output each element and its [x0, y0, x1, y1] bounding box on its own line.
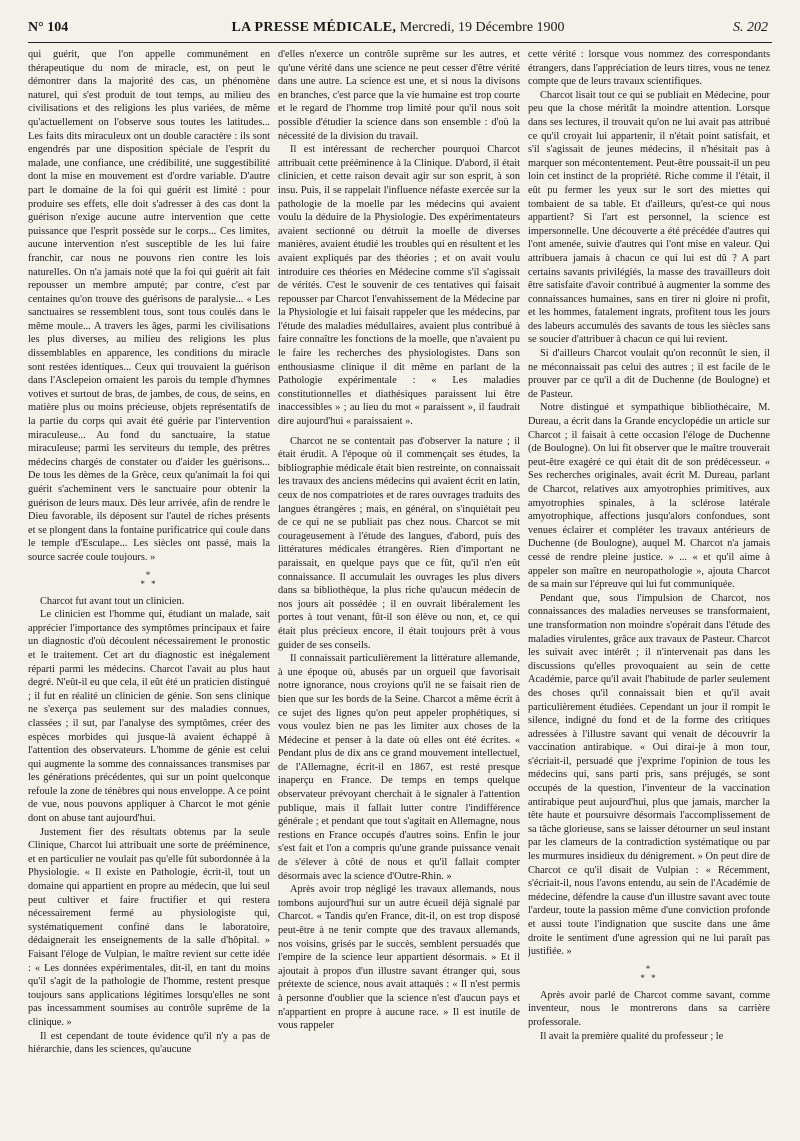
paragraph: Après avoir trop négligé les travaux allemands, nous tombons aujourd'hui sur un autre écueil déjà signalé par Charcot. « Tandis qu'en France, dit-il, on est trop disposé peut-être à ne tenir compte que des travaux allemands, nos voisins, grisés par le succès, semblent persuadés que l'empire de la science leur appartient désormais. » Et il ajoutait à propos d'un illustre savant étranger qui, sous prétexte de science, nous avait attaqués : « Il n'est permis à personne d'oublier que la science n'est d'aucun pays et n'appartient en propre à aucune race. » Il est inutile de vous rappeler [278, 884, 520, 1032]
issue-number: N° 104 [28, 20, 69, 35]
paragraph: Le clinicien est l'homme qui, étudiant un malade, sait apprécier l'importance des symptômes principaux et faire un diagnostic d'où découlent nécessairement le pronostic et le traitement. Cet art du diagnostic est inégalement réparti parmi les médecins. Charcot l'avait au plus haut degré. N'eût-il eu que cela, il eût été un praticien distingué ; il fut en réalité un clinicien de génie. Son sens clinique ne s'exerça pas seulement sur des maladies connues, classées ; il sut, par l'analyse des symptômes, créer des espèces morbides qui jusque-là avaient échappé à l'attention des observateurs. L'homme de génie est celui qui augmente la somme des connaissances transmises par les générations précédentes, qui sur un point quelconque refoule la zone de ténèbres qui nous enveloppe. A ce point de vue, nous pouvons appliquer à Charcot le mot génie dont on abuse tant aujourd'hui. [28, 609, 270, 825]
paragraph: Justement fier des résultats obtenus par la seule Clinique, Charcot lui attribuait une sorte de prééminence, et en particulier ne voulait pas qu'elle fût subordonnée à la Physiologie. « Il existe en Pathologie, écrit-il, tout un domaine qui appartient en propre au médecin, que lui seul peut cultiver et faire fructifier et qui restera nécessairement fermé au physiologiste qui, systématiquement confiné dans le laboratoire, dédaignerait les enseignements de la salle d'hôpital. » Faisant l'éloge de Vulpian, le maître revient sur cette idée : « Les données expérimentales, dit-il, en tant du moins qu'il s'agit de la pathologie de l'homme, restent presque toujours sans applications légitimes lorsqu'elles ne sont pas incessamment soumises au contrôle suprême de la clinique. » [28, 826, 270, 1028]
paragraph: qui guérit, que l'on appelle communément en thérapeutique du nom de miracle, est, on peut le démontrer dans la majorité des cas, un phénomène naturel, qui s'est produit de tout temps, au milieu des civilisations et des religions les plus variées, de même qu'actuellement on l'observe sous toutes les latitudes... Les faits dits miraculeux ont un double caractère : ils sont engendrés par une disposition spéciale de l'esprit du malade, une confiance, une crédibilité, une suggestibilité dont la mise en mouvement est d'ordre variable. D'autre part le domaine de la foi qui guérit est limité : pour produire ses effets, elle doit s'adresser à des cas dont la guérison n'exige aucune autre intervention que cette puissance que l'esprit possède sur le corps... Ces limites, aucune intervention n'est susceptible de les lui faire franchir, car nous ne pouvons rien contre les lois naturelles. On n'a jamais noté que la foi qui guérit ait fait repousser un membre amputé; par contre, c'est par centaines qu'on trouve des guérisons de paralysie... « Les sanctuaires se ressemblent tous, sont tous coulés dans le même moule... A travers les âges, parmi les civilisations les plus diverses, au milieu des religions les plus dissemblables en apparence, les conditions du miracle sont restées identiques... Ceux qui trouvaient la guérison dans l'Asclepeion ornaient les parois du temple d'hymnes votives et surtout de bras, de jambes, de cous, de seins, en matière plus ou moins précieuse, objets représentatifs de la partie du corps qui avait été guérie par l'intervention miraculeuse... Au fond du sanctuaire, la statue miraculeuse; parmi les serviteurs du temple, des prêtres médecins chargés de constater ou d'aider les guérisons... De tous les dèmes de la Grèce, ceux qu'animait la foi qui guérit s'acheminent vers le sanctuaire pour obtenir la guérison de leurs maux. Dès leur arrivée, afin de rendre le Dieu favorable, ils déposent sur l'autel de riches présents et se plongent dans la fontaine purificatrice qui coule dans le temple d'Esculape... Les siècles ont passé, mais la source sacrée coule toujours. » [28, 49, 270, 563]
journal-name: LA PRESSE MÉDICALE, [231, 20, 397, 35]
section-ornament: * * * [140, 569, 158, 589]
paragraph: Charcot ne se contentait pas d'observer la nature ; il était érudit. A l'époque où il commençait ses études, la bibliographie médicale était bien restreinte, on connaissait les travaux des anciens médecins qui avaient écrit en latin, ceux de nos compatriotes et de rares ouvrages traduits des langues étrangères ; mais, en général, on s'inquiétait peu de ce qui ne se publiait pas chez nous. Charcot se mit courageusement à l'étude des langues, d'abord, puis des littératures médicales étrangères. Rien d'important ne paraissait, en quelque pays que ce fût, qu'il n'en eût connaissance. Il accumulait les ouvrages les plus divers dans sa bibliothèque, la plus riche qu'aucun médecin de nos jours ait possédée ; il en ouvrait libéralement les portes à tout venant, fût-il son élève ou non, et, ce qui était plus précieux encore, il était toujours prêt à vous guider de ses conseils. [278, 435, 520, 651]
section-ornament: * * * [640, 963, 658, 983]
paragraph: Si d'ailleurs Charcot voulait qu'on reconnût le sien, il ne méconnaissait pas celui des autres ; il est facile de le prouver par ce qu'il a dit de Duchenne (de Boulogne) et de Pasteur. [528, 348, 770, 400]
paragraph: Il est intéressant de rechercher pourquoi Charcot attribuait cette prééminence à la Clinique. D'abord, il était clinicien, et cette raison devait agir sur son esprit, à son insu. Puis, il se rappelait l'influence néfaste exercée sur la pathologie de la moelle par les médecins qui avaient voulu la déduire de la Physiologie. Des expérimentateurs avaient sectionné ou détruit la moelle de diverses manières, avaient étudié les troubles qui en résultent et les avaient expliqués par des théories ; et on avait voulu introduire ces théories en Médecine comme s'il s'agissait de vérités. C'est le souvenir de ces tentatives qui faisait repousser par Charcot l'envahissement de la Médecine par la Physiologie et lui faisait rappeler que les médecins, par l'étude des maladies médullaires, avaient plus contribué à faire connaître les fonctions de la moelle, que n'avaient pu le faire les recherches des physiologistes. Dans son enthousiasme clinique il dit même en parlant de la Pathologie expérimentale : « Les maladies constitutionnelles et diathésiques paraissent lui être inaccessibles » ; au lieu du mot « paraissent », il faudrait dire aujourd'hui « paraissaient ». [278, 144, 520, 428]
paragraph: Charcot fut avant tout un clinicien. [40, 595, 185, 607]
paragraph: Après avoir parlé de Charcot comme savant, comme inventeur, nous le montrerons dans sa carrière professorale. [528, 989, 770, 1028]
paragraph: Il est cependant de toute évidence qu'il n'y a pas de hiérarchie, dans les sciences, qu'aucune [28, 1030, 270, 1056]
article-body [28, 48, 772, 1133]
paragraph: Charcot lisait tout ce qui se publiait en Médecine, pour peu que la chose méritât la moindre attention. Lorsque dans ses lectures, il trouvait qu'on ne lui avait pas attribué ce qu'il croyait lui appartenir, il n'était point satisfait, et s'il s'agissait de jeunes médecins, il n'hésitait pas à marquer son mécontentement. Peut-être poussait-il un peu loin cet instinct de la propriété. Riche comme il l'était, il eût pu fermer les yeux sur le sort des miettes qui tombaient de sa table. Et d'ailleurs, qu'est-ce qui nous appartient? Si l'art est personnel, la science est impersonnelle. Une découverte a été précédée d'autres qui l'ont amenée, suivie d'autres qui l'ont mise en valeur. Qui attribuera jamais à chacun ce qui lui est dû ? A part certains savants privilégiés, la masse des travailleurs doit être satisfaite d'avoir contribué à augmenter la somme des connaissances humaines, sans en tirer ni gloire ni profit, et les hommes, fatalement ingrats, profitent tous les jours des labeurs accumulés des savants de tous les siècles sans se soucier d'attribuer à chacun ce qui lui revient. [528, 89, 770, 346]
paragraph: Il connaissait particulièrement la littérature allemande, à une époque où, abusés par un orgueil que favorisait notre ignorance, nous croyions qu'il ne se faisait rien de bien que sur les bords de la Seine. Charcot a même écrit à ce sujet des lignes qu'on peut appeler prophétiques, si vous voulez bien ne pas les limiter aux choses de la Médecine et penser à la date où elles ont été écrites. « Pendant plus de dix ans ce grand mouvement intellectuel, de l'Allemagne, écrit-il en 1867, est resté presque inaperçu en France. De temps en temps quelque observateur prévoyant cherchait à le signaler à l'attention publique, mais il fallait lutter contre l'indifférence générale ; et pendant que tout s'agitait en Allemagne, nous restions en France occupés d'autres soins. Enfin le jour s'est fait et l'on a compris qu'une grande puissance venait de s'élever à côté de nous et qu'il fallait compter désormais avec la science d'Outre-Rhin. » [278, 653, 520, 882]
column-2 [278, 48, 520, 1133]
paragraph: Il avait la première qualité du professeur ; le [540, 1030, 724, 1042]
page-header [28, 18, 768, 38]
column-1 [28, 48, 270, 1133]
issue-date: Mercredi, 19 Décembre 1900 [399, 20, 565, 35]
page-number: S. 202 [733, 20, 768, 35]
journal-title [28, 18, 768, 38]
paragraph: cette vérité : lorsque vous nommez des correspondants étrangers, dans l'appréciation de leurs titres, vous ne tenez compte que de leurs travaux scientifiques. [528, 49, 770, 88]
header-rule [28, 42, 772, 43]
paragraph: Notre distingué et sympathique bibliothécaire, M. Dureau, a écrit dans la Grande encyclopédie un article sur Charcot ; il faisait à cette occasion l'éloge de Duchenne (de Boulogne). On lui fit observer que le maître trouverait peut-être exagéré ce qui était dit de son prédécesseur. « Ses recherches originales, avait écrit M. Dureau, parlant de Charcot, relatives aux amyotrophies primitives, aux amyotrophies spinales, à la sclérose latérale amyotrophique, affections jusqu'alors confondues, sont venues éclairer et compléter les travaux antérieurs de Duchenne (de Boulogne), auquel M. Charcot n'a jamais cessé de rendre pleine justice. » ... « et qu'il aime à appeler son maître en neuropathologie », ajouta Charcot de sa main sur l'épreuve qui lui fut communiquée. [528, 402, 770, 591]
paragraph: d'elles n'exerce un contrôle suprême sur les autres, et qu'une vérité dans une science ne peut cesser d'être vérité dans une autre. La science est une, et si nous la divisons en branches, c'est parce que la vie humaine est trop courte et le regard de l'homme trop limité pour qu'il nous soit possible d'étudier la science dans son ensemble : d'où la nécessité de la division du travail. [278, 49, 520, 142]
paragraph: Pendant que, sous l'impulsion de Charcot, nos connaissances des maladies nerveuses se transformaient, une transformation non moindre s'opérait dans l'étude des maladies virulentes, grâce aux travaux de Pasteur. Charcot les suivait avec intérêt ; il n'intervenait pas dans les discussions qu'elles provoquaient au sein de cette Académie, parce qu'il avait l'habitude de parler seulement des choses qu'il connaissait bien et qu'il avait particulièrement étudiées. Cependant un jour il rompit le silence, indigné du fond et de la forme des critiques adressées à l'illustre savant qui venait de découvrir la vaccination antirabique. « Oui dirai-je à mon tour, s'écriait-il, persuadé que j'exprime l'opinion de tous les médecins qui, sans parti pris, sans préjugés, se sont occupés de la question, l'inventeur de la vaccination antirabique peut aujourd'hui, plus que jamais, marcher la tête haute et poursuivre désormais l'accomplissement de sa tâche glorieuse, sans se laisser détourner un seul instant par les clameurs de la contradiction systématique ou par les murmures insidieux du dénigrement. » On peut dire de Charcot ce qu'il disait de Vulpian : « Récemment, s'écriait-il, nous l'avons entendu, au sein de l'Académie de médecine, défendre la cause d'un illustre savant avec toute l'ardeur, toute la passion même d'une conviction profonde et aussi toute l'indignation que suscite dans une âme droite le sentiment d'une agression qui ne lui paraît pas justifiée. » [528, 592, 770, 958]
column-3 [528, 48, 770, 1133]
